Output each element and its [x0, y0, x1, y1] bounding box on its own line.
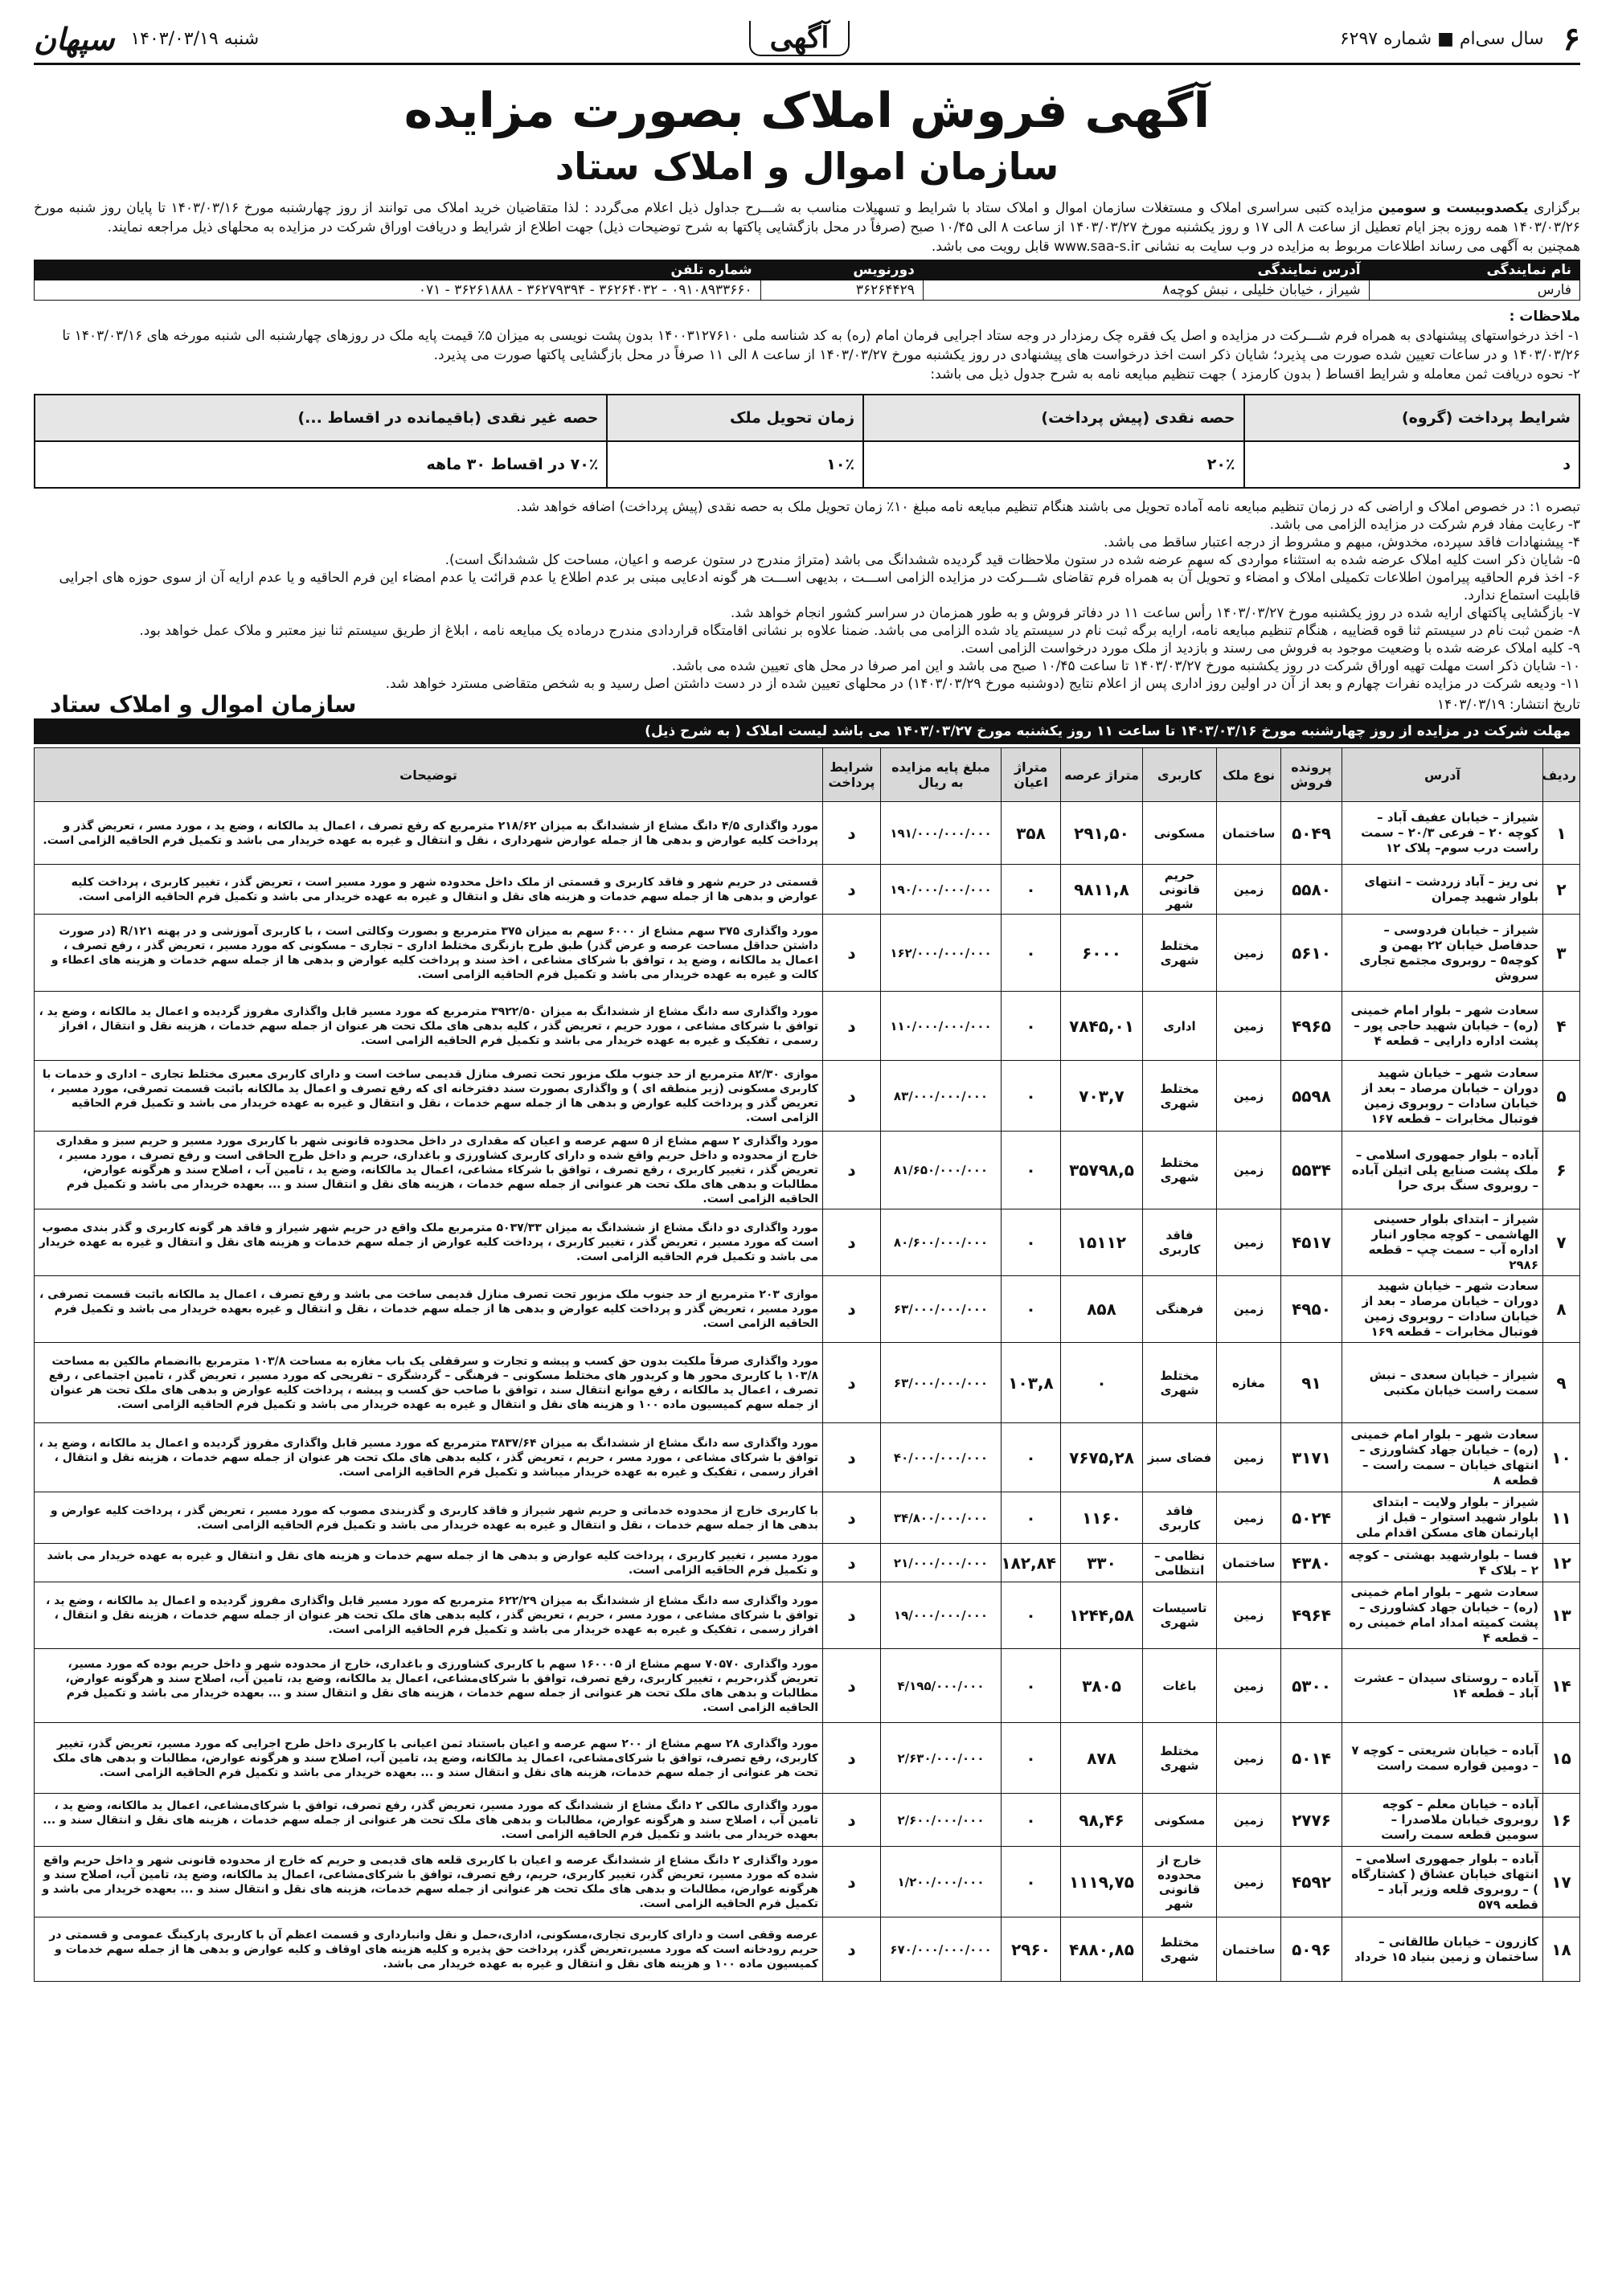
table-row	[35, 1209, 1580, 1276]
base-price: ۱۶۲/۰۰۰/۰۰۰/۰۰۰	[881, 915, 1002, 992]
property-type: ساختمان	[1217, 1917, 1281, 1982]
row-number: ۱۱	[1543, 1492, 1580, 1544]
land-area: ۷۰۳,۷	[1061, 1061, 1143, 1132]
land-use: فاقد کاربری	[1143, 1492, 1217, 1544]
file-number: ۴۵۱۷	[1281, 1209, 1342, 1276]
description: موازی ۲۰۳ مترمربع از حد جنوب ملک مزبور تحت تصرف منازل قدیمی ساخت می باشد و رفع تصرف ، اعمال ید مالکانه باثبت قسمت تصرفی ، مورد مسیر ، تعریض گذر و پرداخت کلیه عوارض و بدهی ها از جمله سهم خدمات ، نقل و انتقال و غیره بعهده خریدار می باشد و تکمیل فرم الحاقیه الزامی است.	[35, 1276, 823, 1343]
section-title: سازمان اموال و املاک ستاد	[50, 691, 357, 718]
term-item: ۶- اخذ فرم الحاقیه پیرامون اطلاعات تکمیلی املاک و امضاء و تحویل آن به همراه فرم تقاضای شـــرکت در مزایده الزامی اســـت ، بدیهی اســـت هر گونه ادعایی مبنی بر عدم اطلاع یا عدم قرائت یا عدم امضاء این فرم الحاقیه و یا عدم ارایه آن از سوی حوزه های اجرایی قابلیت استماع ندارد.	[59, 570, 1580, 604]
col-header: شرایط پرداخت	[823, 748, 881, 802]
description: مورد واگذاری ۳۷۵ سهم مشاع از ۶۰۰۰ سهم به میزان ۳۷۵ مترمربع و بصورت وکالتی است ، با کاربری آموزشی و در پهنه ۱۲۱/R (در صورت داشتن حداقل مساحت عرصه و عرض گذر) طبق طرح بازنگری مختلط اداری – تجاری – مسکونی که مورد مسیر ، تعریض گذر ، رفع تصرف ، اعمال ید مالکانه ، وضع ید ، توافق با شرکای مشاعی ، اخذ سند و پرداخت کلیه عوارض و بدهی ها از جمله سهم خدمات و هزینه های اعطاء و کالت و غیره به عهده خریدار می باشد و تکمیل فرم الحاقیه الزامی است.	[35, 915, 823, 992]
payment-cell: ۲۰٪	[863, 441, 1243, 488]
col-header: نوع ملک	[1217, 748, 1281, 802]
term-item: ۱۰- شایان ذکر است مهلت تهیه اوراق شرکت در روز یکشنبه مورخ ۱۴۰۳/۰۳/۲۷ تا ساعت ۱۰/۴۵ صبح می باشد و این امر صرفا در محل های تعیین شده می باشد.	[671, 658, 1580, 674]
land-area: ۳۵۷۹۸,۵	[1061, 1132, 1143, 1209]
base-price: ۱۱۰/۰۰۰/۰۰۰/۰۰۰	[881, 992, 1002, 1061]
file-number: ۳۱۷۱	[1281, 1423, 1342, 1492]
col-header: مبلغ پایه مزایده به ریال	[881, 748, 1002, 802]
table-row	[35, 1847, 1580, 1917]
publish-row	[34, 691, 1580, 718]
file-number: ۵۵۹۸	[1281, 1061, 1342, 1132]
intro-text	[34, 198, 1580, 256]
address: شیراز – ابتدای بلوار حسینی الهاشمی – کوچه مجاور انبار اداره آب – سمت چپ – قطعه ۲۹۸۶	[1342, 1209, 1543, 1276]
notes-heading: ملاحظات :	[1509, 309, 1580, 325]
base-price: ۸۱/۶۵۰/۰۰۰/۰۰۰	[881, 1132, 1002, 1209]
description: مورد واگذاری سه دانگ مشاع از ششدانگ به میزان ۳۹۲۲/۵۰ مترمربع که مورد مسیر قابل واگذاری مفروز گردیده و اعمال ید مالکانه ، وضع ید ، توافق با شرکای مشاعی ، مورد حریم ، تعریض گذر ، کلیه بدهی های ملک تحت هر عنوان از جمله سهم خدمات ، هزینه نقل و انتقال ، افراز رسمی ، تفکیک و غیره به عهده خریدار می باشد و تکمیل فرم الحاقیه الزامی است.	[35, 992, 823, 1061]
intro-post: مزایده کتبی سراسری املاک و مستغلات سازمان اموال و املاک ستاد با شرایط و تسهیلات مناسب به شـــرح جداول ذیل اعلام می‌گردد : لذا متقاضیان خرید املاک می توانند از روز چهارشنبه مورخ ۱۴۰۳/۰۳/۱۶ تا پایان روز شنبه مورخ ۱۴۰۳/۰۳/۲۶ همه روزه بجز ایام تعطیل از ساعت ۸ الی ۱۷ و روز یکشنبه مورخ ۱۴۰۳/۰۳/۲۷ از ساعت ۸ الی ۱۰/۴۵ صبح (صرفاً در محل بازگشایی پاکتها به شرح توضیحات ذیل) جهت اطلاع از شرایط و دریافت اوراق شرکت در مزایده به محلهای ذیل مراجعه نمایند.	[34, 200, 1580, 235]
col-header: متراژ عرصه	[1061, 748, 1143, 802]
term-item: ۱۱- ودیعه شرکت در مزایده نفرات چهارم و بعد از آن در اولین روز اداری پس از اعلام نتایج (دوشنبه مورخ ۱۴۰۳/۰۳/۲۹) در محلهای تعیین شده از در دست داشتن اصل رسید و به شخص متقاضی مسترد خواهد شد.	[385, 676, 1580, 692]
row-number: ۴	[1543, 992, 1580, 1061]
address: سعادت شهر – بلوار امام خمینی (ره) – خیابان جهاد کشاورزی – پشت کمیته امداد امام خمینی ره – قطعه ۴	[1342, 1582, 1543, 1649]
payment-table	[34, 394, 1580, 489]
row-number: ۱۶	[1543, 1794, 1580, 1847]
table-row	[35, 1917, 1580, 1982]
description: مورد واگذاری ۴/۵ دانگ مشاع از ششدانگ به میزان ۲۱۸/۶۲ مترمربع که رفع تصرف ، اعمال ید مالکانه ، وضع ید ، مورد مسر ، تعریض گذر و پرداخت کلیه عوارض و بدهی ها از جمله عوارض شهرداری ، نقل و انتقال و غیره به عهده خریدار می باشد و تکمیل فرم الحاقیه الزامی است.	[35, 802, 823, 865]
building-area: ۲۹۶۰	[1002, 1917, 1061, 1982]
property-type: زمین	[1217, 1061, 1281, 1132]
table-row	[35, 1582, 1580, 1649]
table-row	[35, 1276, 1580, 1343]
file-number: ۵۳۰۰	[1281, 1649, 1342, 1723]
land-use: فضای سبز	[1143, 1423, 1217, 1492]
file-number: ۴۹۵۰	[1281, 1276, 1342, 1343]
file-number: ۲۷۷۶	[1281, 1794, 1342, 1847]
address: آباده – بلوار جمهوری اسلامی – انتهای خیابان عشاق ( کشتارگاه ) – روبروی قلعه وزیر آباد – قطعه ۵۷۹	[1342, 1847, 1543, 1917]
address: سعادت شهر – بلوار امام خمینی (ره) – خیابان جهاد کشاورزی – انتهای خیابان – سمت راست – قطعه ۸	[1342, 1423, 1543, 1492]
address: آباده – بلوار جمهوری اسلامی – ملک پشت صنایع پلی اتیلن آباده – روبروی سنگ بری حرا	[1342, 1132, 1543, 1209]
property-type: زمین	[1217, 1132, 1281, 1209]
land-area: ۹۸,۴۶	[1061, 1794, 1143, 1847]
payment-terms: د	[823, 1917, 881, 1982]
notes	[34, 307, 1580, 384]
land-area: ۲۹۱,۵۰	[1061, 802, 1143, 865]
file-number: ۵۰۲۴	[1281, 1492, 1342, 1544]
land-area: ۱۱۱۹,۷۵	[1061, 1847, 1143, 1917]
contact-header-row	[35, 260, 1580, 280]
payment-terms: د	[823, 802, 881, 865]
address: سعادت شهر – خیابان شهید دوران – خیابان مرصاد – بعد از خیابان سادات – روبروی زمین فوتبال مخابرات – قطعه ۱۶۷	[1342, 1061, 1543, 1132]
term-item: تبصره ۱: در خصوص املاک و اراضی که در زمان تنظیم مبایعه نامه آماده تحویل می باشند هنگام تنظیم مبایعه نامه مبلغ ۱۰٪ زمان تحویل ملک به حصه نقدی (پیش پرداخت) اضافه خواهد شد.	[516, 499, 1580, 515]
col-header: کاربری	[1143, 748, 1217, 802]
payment-terms: د	[823, 1794, 881, 1847]
base-price: ۱۹/۰۰۰/۰۰۰/۰۰۰	[881, 1582, 1002, 1649]
land-area: ۸۷۸	[1061, 1723, 1143, 1794]
contact-cell: شیراز ، خیابان خلیلی ، نبش کوچه۸	[923, 280, 1369, 301]
file-number: ۵۰۱۴	[1281, 1723, 1342, 1794]
land-use: تاسیسات شهری	[1143, 1582, 1217, 1649]
address: نی ریز – آباد زردشت – انتهای بلوار شهید چمران	[1342, 865, 1543, 915]
building-area: ۰	[1002, 1061, 1061, 1132]
table-row	[35, 802, 1580, 865]
land-area: ۳۸۰۵	[1061, 1649, 1143, 1723]
base-price: ۸۳/۰۰۰/۰۰۰/۰۰۰	[881, 1061, 1002, 1132]
intro-pre: برگزاری	[1528, 200, 1580, 216]
newspaper-logo: سپهان	[34, 20, 115, 57]
payment-header: حصه غیر نقدی (باقیمانده در اقساط ...)	[35, 395, 607, 441]
payment-terms: د	[823, 1847, 881, 1917]
payment-terms: د	[823, 1209, 881, 1276]
ad-subtitle: سازمان اموال و املاک ستاد	[555, 145, 1059, 188]
base-price: ۱/۲۰۰/۰۰۰/۰۰۰	[881, 1847, 1002, 1917]
term-item: ۷- بازگشایی پاکتهای ارایه شده در روز یکشنبه مورخ ۱۴۰۳/۰۳/۲۷ رأس ساعت ۱۱ در دفاتر فروش و به طور همزمان در سراسر کشور انجام خواهد شد.	[730, 605, 1580, 621]
property-type: زمین	[1217, 1794, 1281, 1847]
payment-cell: د	[1244, 441, 1579, 488]
contact-header: دورنویس	[760, 260, 923, 280]
contact-header: شماره تلفن	[35, 260, 761, 280]
base-price: ۳۴/۸۰۰/۰۰۰/۰۰۰	[881, 1492, 1002, 1544]
description: با کاربری خارج از محدوده خدماتی و حریم شهر شیراز و فاقد کاربری و گذربندی مصوب که مورد مسیر ، تعریض گذر ، پرداخت کلیه عوارض و بدهی ها از جمله سهم خدمات ، نقل و انتقال و غیره به عهده خریدار می باشد و تکمیل فرم الحاقیه الزامی است.	[35, 1492, 823, 1544]
publish-date: تاریخ انتشار: ۱۴۰۳/۰۳/۱۹	[1436, 697, 1580, 713]
term-item: ۹- کلیه املاک عرضه شده با وضعیت موجود به فروش می رسند و بازدید از ملک مورد درخواست الزامی است.	[961, 641, 1580, 657]
property-table	[34, 747, 1580, 1982]
land-area: ۰	[1061, 1343, 1143, 1423]
terms-list	[34, 498, 1580, 718]
property-type: زمین	[1217, 1423, 1281, 1492]
land-area: ۷۸۴۵,۰۱	[1061, 992, 1143, 1061]
description: مورد واگذاری سه دانگ مشاع از ششدانگ به میزان ۶۲۲/۲۹ مترمربع که مورد مسیر قابل واگذاری مفروز گردیده و اعمال ید مالکانه ، وضع ید ، توافق با شرکای مشاعی ، مورد مسر ، حریم ، تعریض گذر ، کلیه بدهی های ملک تحت هر عنوان از جمله سهم خدمات ، هزینه نقل و انتقال ، افراز رسمی ، تفکیک و غیره به عهده خریدار می باشد و تکمیل فرم الحاقیه الزامی است.	[35, 1582, 823, 1649]
contact-table	[34, 260, 1580, 301]
property-type: زمین	[1217, 1209, 1281, 1276]
payment-terms: د	[823, 1423, 881, 1492]
base-price: ۶۳/۰۰۰/۰۰۰/۰۰۰	[881, 1276, 1002, 1343]
base-price: ۲/۶۳۰/۰۰۰/۰۰۰	[881, 1723, 1002, 1794]
building-area: ۱۸۲,۸۴	[1002, 1544, 1061, 1582]
address: آباده – خیابان شریعتی – کوچه ۷ – دومین قواره سمت راست	[1342, 1723, 1543, 1794]
term-item: ۸- ضمن ثبت نام در سیستم ثنا قوه قضاییه ، هنگام تنظیم مبایعه نامه، ارایه برگه ثبت نام در سیستم یاد شده الزامی می باشد. ضمنا علاوه بر نشانی اقامتگاه قراردادی مندرج درماده یک مبایعه نامه ، ابلاغ از طریق سیستم ثنا نیز معتبر و ملاک عمل خواهد بود.	[139, 623, 1580, 639]
land-use: فاقد کاربری	[1143, 1209, 1217, 1276]
issue-info: سال سی‌ام ■ شماره ۶۲۹۷	[1339, 28, 1544, 49]
address: سعادت شهر – خیابان شهید دوران – خیابان مرصاد – بعد از خیابان سادات – روبروی زمین فوتبال مخابرات – قطعه ۱۶۹	[1342, 1276, 1543, 1343]
land-use: خارج از محدوده قانونی شهر	[1143, 1847, 1217, 1917]
page-number: ۶	[1563, 19, 1580, 58]
term-item: ۵- شایان ذکر است کلیه املاک عرضه شده به استثناء مواردی که سهم عرضه شده در ستون ملاحظات قید گردیده ششدانگ می باشد (متراژ مندرج در ستون عرصه و اعیان، مساحت کل ششدانگ است).	[444, 552, 1580, 568]
land-area: ۱۵۱۱۲	[1061, 1209, 1143, 1276]
land-use: مسکونی	[1143, 1794, 1217, 1847]
row-number: ۵	[1543, 1061, 1580, 1132]
description: مورد واگذاری سه دانگ مشاع از ششدانگ به میزان ۳۸۳۷/۶۴ مترمربع که مورد مسیر قابل واگذاری مفروز گردیده و اعمال ید مالکانه ، وضع ید ، توافق با شرکای مشاعی ، مورد مسر ، حریم ، تعریض گذر ، کلیه بدهی های ملک تحت هر عنوان از جمله سهم خدمات ، هزینه نقل و انتقال ، افراز رسمی ، تفکیک و غیره به عهده خریدار میباشد و تکمیل فرم الحاقیه الزامی است.	[35, 1423, 823, 1492]
contact-cell: فارس	[1369, 280, 1579, 301]
row-number: ۶	[1543, 1132, 1580, 1209]
note-item: ۲- نحوه دریافت ثمن معامله و شرایط اقساط ( بدون کارمزد ) جهت تنظیم مبایعه نامه به شرح جدول ذیل می باشد:	[930, 366, 1580, 383]
property-type: زمین	[1217, 865, 1281, 915]
contact-header: آدرس نمایندگی	[923, 260, 1369, 280]
table-row	[35, 1423, 1580, 1492]
payment-row	[35, 441, 1579, 488]
col-header: ردیف	[1543, 748, 1580, 802]
address: شیراز – خیابان سعدی – نبش سمت راست خیابان مکتبی	[1342, 1343, 1543, 1423]
address: کازرون – خیابان طالقانی – ساختمان و زمین بنیاد ۱۵ خرداد	[1342, 1917, 1543, 1982]
property-type: زمین	[1217, 1276, 1281, 1343]
property-type: زمین	[1217, 1582, 1281, 1649]
building-area: ۰	[1002, 1276, 1061, 1343]
land-use: مختلط شهری	[1143, 1343, 1217, 1423]
description: مورد مسیر ، تغییر کاربری ، پرداخت کلیه عوارض و بدهی ها از جمله سهم خدمات و هزینه های نقل و انتقال و غیره به عهده خریدار می باشد و تکمیل فرم الحاقیه الزامی است.	[35, 1544, 823, 1582]
land-use: باغات	[1143, 1649, 1217, 1723]
payment-terms: د	[823, 1649, 881, 1723]
description: مورد واگذاری صرفاً ملکیت بدون حق کسب و پیشه و تجارت و سرقفلی یک باب مغازه به مساحت ۱۰۳/۸ مترمربع باانضمام مالکین به مساحت ۱۰۳/۸ با کاربری محور ها و کریدور های مختلط مسکونی – فرهنگی – گردشگری – تفریحی که مورد مسیر ، تعریض گذر ، تامین اجتماعی ، رفع تصرف ، اعمال ید مالکانه ، رفع موانع انتقال سند ، توافق با صاحب حق کسب و پیشه ، پرداخت کلیه عوارض و بدهی های ملک تحت هر عنوان از جمله سهم کمیسیون ماده ۱۰۰ و هزینه های نقل و انتقال و غیره به عهده خریدار می باشد و تکمیل فرم الحاقیه الزامی است.	[35, 1343, 823, 1423]
payment-header: زمان تحویل ملک	[607, 395, 863, 441]
payment-terms: د	[823, 1492, 881, 1544]
table-row	[35, 1132, 1580, 1209]
property-type: زمین	[1217, 1649, 1281, 1723]
term-item: ۳- رعایت مفاد فرم شرکت در مزایده الزامی می باشد.	[1269, 517, 1580, 533]
land-area: ۱۱۶۰	[1061, 1492, 1143, 1544]
col-header: آدرس	[1342, 748, 1543, 802]
row-number: ۲	[1543, 865, 1580, 915]
row-number: ۸	[1543, 1276, 1580, 1343]
row-number: ۱۸	[1543, 1917, 1580, 1982]
property-type: ساختمان	[1217, 802, 1281, 865]
building-area: ۰	[1002, 865, 1061, 915]
description: مورد واگذاری مالکی ۲ دانگ مشاع از ششدانگ که مورد مسیر، تعریض گذر، رفع تصرف، توافق با شرکای‌مشاعی، اعمال ید مالکانه، وضع ید ، تامین آب ، اصلاح سند و هرگونه عوارض، مطالبات و بدهی های ملک تحت هر عنوانی از جمله سهم خدمات ، هزینه های نقل و انتقال سند و ... بعهده خریدار می باشد و تکمیل فرم الحاقیه الزامی است.	[35, 1794, 823, 1847]
description: مورد واگذاری ۲۸ سهم مشاع از ۲۰۰ سهم عرصه و اعیان باستناد ثمن اعیانی با کاربری داخل طرح اجرایی که مورد مسیر، تعریض گذر، تغییر کاربری، رفع تصرف، توافق با شرکای‌مشاعی، اعمال ید مالکانه، وضع ید، تامین آب، اصلاح سند و هرگونه عوارض، مطالبات و بدهی های ملک تحت هر عنوانی از جمله سهم خدمات، هزینه های نقل و انتقال سند و ... بعهده خریدار می باشد و تکمیل فرم الحاقیه الزامی است.	[35, 1723, 823, 1794]
building-area: ۰	[1002, 915, 1061, 992]
row-number: ۳	[1543, 915, 1580, 992]
contact-row	[35, 280, 1580, 301]
table-row	[35, 865, 1580, 915]
payment-terms: د	[823, 915, 881, 992]
payment-terms: د	[823, 1544, 881, 1582]
land-use: حریم قانونی شهر	[1143, 865, 1217, 915]
payment-header: شرایط پرداخت (گروه)	[1244, 395, 1579, 441]
table-row	[35, 1649, 1580, 1723]
address: آباده – روستای سیدان – عشرت آباد – قطعه ۱۴	[1342, 1649, 1543, 1723]
term-item: ۴- پیشنهادات فاقد سپرده، مخدوش، مبهم و مشروط از درجه اعتبار ساقط می باشد.	[1104, 534, 1580, 550]
land-area: ۶۰۰۰	[1061, 915, 1143, 992]
building-area: ۰	[1002, 1582, 1061, 1649]
base-price: ۴/۱۹۵/۰۰۰/۰۰۰	[881, 1649, 1002, 1723]
payment-terms: د	[823, 1723, 881, 1794]
ad-title: آگهی فروش املاک بصورت مزایده	[404, 83, 1210, 139]
address: شیراز – خیابان عفیف آباد – کوچه ۲۰ – فرعی ۲۰/۳ – سمت راست درب سوم– پلاک ۱۲	[1342, 802, 1543, 865]
row-number: ۱۴	[1543, 1649, 1580, 1723]
payment-terms: د	[823, 1276, 881, 1343]
base-price: ۱۹۱/۰۰۰/۰۰۰/۰۰۰	[881, 802, 1002, 865]
row-number: ۷	[1543, 1209, 1580, 1276]
land-area: ۹۸۱۱,۸	[1061, 865, 1143, 915]
payment-header: حصه نقدی (پیش پرداخت)	[863, 395, 1243, 441]
file-number: ۹۱	[1281, 1343, 1342, 1423]
payment-terms: د	[823, 1343, 881, 1423]
building-area: ۰	[1002, 992, 1061, 1061]
description: مورد واگذاری دو دانگ مشاع از ششدانگ به میزان ۵۰۳۷/۳۳ مترمربع ملک واقع در حریم شهر شیراز و فاقد هر گونه کاربری و گذر بندی مصوب است که مورد مسیر ، تعریض گذر ، تغییر کاربری ، پرداخت کلیه عوارض از جمله سهم خدمات و هزینه های نقل و انتقال و غیره به عهده خریدار می باشد و تکمیل فرم الحاقیه الزامی است.	[35, 1209, 823, 1276]
land-use: مختلط شهری	[1143, 1061, 1217, 1132]
payment-terms: د	[823, 1582, 881, 1649]
address: فسا – بلوارشهید بهشتی – کوچه ۲ – بلاک ۴	[1342, 1544, 1543, 1582]
contact-cell: ۰۹۱۰۸۹۳۳۶۶۰ - ۳۶۲۶۴۰۳۲ - ۳۶۲۷۹۳۹۴ - ۳۶۲۶۱۸۸۸ - ۰۷۱	[35, 280, 761, 301]
address: شیراز – خیابان فردوسی – حدفاصل خیابان ۲۲ بهمن و کوچه۵ – روبروی مجتمع تجاری سروش	[1342, 915, 1543, 992]
row-number: ۱	[1543, 802, 1580, 865]
property-type: مغازه	[1217, 1343, 1281, 1423]
building-area: ۰	[1002, 1209, 1061, 1276]
col-header: متراژ اعیان	[1002, 748, 1061, 802]
property-header-row	[35, 748, 1580, 802]
base-price: ۱۹۰/۰۰۰/۰۰۰/۰۰۰	[881, 865, 1002, 915]
property-type: زمین	[1217, 1492, 1281, 1544]
building-area: ۳۵۸	[1002, 802, 1061, 865]
building-area: ۰	[1002, 1794, 1061, 1847]
building-area: ۰	[1002, 1723, 1061, 1794]
property-type: زمین	[1217, 1847, 1281, 1917]
payment-terms: د	[823, 992, 881, 1061]
row-number: ۱۳	[1543, 1582, 1580, 1649]
contact-header: نام نمایندگی	[1369, 260, 1579, 280]
file-number: ۴۵۹۲	[1281, 1847, 1342, 1917]
row-number: ۹	[1543, 1343, 1580, 1423]
intro-bold: یکصدوبیست و سومین	[1378, 200, 1529, 216]
description: عرصه وقفی است و دارای کاربری تجاری،مسکونی، اداری،حمل و نقل وانبارداری و قسمت اعظم آن با کاربری پارکینگ عمومی و قسمتی در حریم رودخانه است که مورد مسیر،تعریض گذر، پرداخت حق پذیره و کلیه هزینه های اوقاف و کلیه عوارض و بدهی ها از جمله سهم خدمات و کمیسیون ماده ۱۰۰ و هزینه های نقل و انتقال و غیره به عهده خریدار می باشد.	[35, 1917, 823, 1982]
row-number: ۱۷	[1543, 1847, 1580, 1917]
file-number: ۴۹۶۴	[1281, 1582, 1342, 1649]
land-use: مسکونی	[1143, 802, 1217, 865]
payment-header-row	[35, 395, 1579, 441]
land-use: نظامی – انتظامی	[1143, 1544, 1217, 1582]
table-row	[35, 915, 1580, 992]
building-area: ۰	[1002, 1649, 1061, 1723]
file-number: ۴۳۸۰	[1281, 1544, 1342, 1582]
building-area: ۰	[1002, 1423, 1061, 1492]
file-number: ۵۵۳۴	[1281, 1132, 1342, 1209]
table-row	[35, 1794, 1580, 1847]
table-row	[35, 1544, 1580, 1582]
row-number: ۱۲	[1543, 1544, 1580, 1582]
land-use: مختلط شهری	[1143, 915, 1217, 992]
base-price: ۶۳/۰۰۰/۰۰۰/۰۰۰	[881, 1343, 1002, 1423]
col-header: پرونده فروش	[1281, 748, 1342, 802]
file-number: ۵۰۴۹	[1281, 802, 1342, 865]
table-row	[35, 1061, 1580, 1132]
col-header: توضیحات	[35, 748, 823, 802]
land-area: ۴۸۸۰,۸۵	[1061, 1917, 1143, 1982]
deadline-banner: مهلت شرکت در مزایده از روز چهارشنبه مورخ ۱۴۰۳/۰۳/۱۶ تا ساعت ۱۱ روز یکشنبه مورخ ۱۴۰۳/۰۳/۲۷ می باشد لیست املاک ( به شرح ذیل)	[34, 718, 1580, 744]
base-price: ۶۷۰/۰۰۰/۰۰۰/۰۰۰	[881, 1917, 1002, 1982]
address: آباده – خیابان معلم – کوچه روبروی خیابان ملاصدرا – سومین قطعه سمت راست	[1342, 1794, 1543, 1847]
land-area: ۷۶۷۵,۲۸	[1061, 1423, 1143, 1492]
building-area: ۰	[1002, 1847, 1061, 1917]
intro-website: همچنین به آگهی می رساند اطلاعات مربوط به مزایده در وب سایت به نشانی www.saa-s.ir قابل رویت می باشد.	[931, 239, 1580, 255]
description: قسمتی در حریم شهر و فاقد کاربری و قسمتی از ملک داخل محدوده شهر و مورد مسیر است ، تعریض گذر ، تغییر کاربری ، پرداخت کلیه عوارض و بدهی ها از جمله سهم خدمات و هزینه های نقل و انتقال و غیره به عهده خریدار می باشد و تکمیل فرم الحاقیه الزامی است.	[35, 865, 823, 915]
base-price: ۸۰/۶۰۰/۰۰۰/۰۰۰	[881, 1209, 1002, 1276]
note-item: ۱- اخذ درخواستهای پیشنهادی به همراه فرم شـــرکت در مزایده و اصل یک فقره چک رمزدار در وجه ستاد اجرایی فرمان امام (ره) به کد شناسه ملی ۱۴۰۰۳۱۲۷۶۱۰ بدون پشت نویسی به میزان ۵٪ قیمت پایه ملک در روزهای چهارشنبه الی شنبه مورخه های ۱۴۰۳/۰۳/۱۶ تا ۱۴۰۳/۰۳/۲۶ و در ساعات تعیین شده صورت می پذیرد؛ شایان ذکر است اخذ درخواست های پیشنهادی در روز یکشنبه مورخ ۱۴۰۳/۰۳/۲۷ از ساعت ۸ الی ۱۱ صرفاً در محل بازگشایی پاکتها صورت می پذیرد.	[62, 328, 1580, 363]
property-type: زمین	[1217, 915, 1281, 992]
description: مورد واگذاری ۲ دانگ مشاع از ششدانگ عرصه و اعیان با کاربری قلعه های قدیمی و حریم که خارج از محدوده قانونی شهر و داخل حریم واقع شده که مورد مسیر، تعریض گذر، تغییر کاربری، حریم، رفع تصرف، توافق با شرکای‌مشاعی، اعمال ید مالکانه، وضع ید، تامین آب، اصلاح سند و هرگونه عوارض، مطالبات و بدهی های ملک تحت هر عنوانی از جمله سهم خدمات، هزینه های نقل و انتقال سند و ... بعهده خریدار می باشد و تکمیل فرم الحاقیه الزامی است.	[35, 1847, 823, 1917]
building-area: ۱۰۳,۸	[1002, 1343, 1061, 1423]
description: موازی ۸۲/۳۰ مترمربع از حد جنوب ملک مزبور تحت تصرف منازل قدیمی ساخت است و دارای کاربری معبری مختلط تجاری – اداری و خدمات با کاربری مسکونی (زیر منطقه ای ) و واگذاری بصورت سند دفترخانه ای که رفع تصرف و اعمال ید مالکانه باثبت قسمت تصرفی، مورد مسیر ، تعریض گذر و پرداخت کلیه عوارض و بدهی ها از جمله سهم خدمات ، نقل و انتقال و غیره به عهده خریدار می باشد و تکمیل فرم الحاقیه الزامی است.	[35, 1061, 823, 1132]
masthead-left	[34, 21, 259, 57]
land-area: ۸۵۸	[1061, 1276, 1143, 1343]
payment-cell: ۷۰٪ در اقساط ۳۰ ماهه	[35, 441, 607, 488]
base-price: ۲/۶۰۰/۰۰۰/۰۰۰	[881, 1794, 1002, 1847]
payment-cell: ۱۰٪	[607, 441, 863, 488]
table-row	[35, 1343, 1580, 1423]
newspaper-page	[34, 18, 1580, 2260]
land-use: اداری	[1143, 992, 1217, 1061]
property-type: زمین	[1217, 1723, 1281, 1794]
land-use: مختلط شهری	[1143, 1917, 1217, 1982]
table-row	[35, 992, 1580, 1061]
payment-terms: د	[823, 1132, 881, 1209]
address: شیراز – بلوار ولایت – ابتدای بلوار شهید استوار – قبل از اپارتمان های مسکن اقدام ملی	[1342, 1492, 1543, 1544]
table-row	[35, 1723, 1580, 1794]
property-type: ساختمان	[1217, 1544, 1281, 1582]
description: مورد واگذاری ۲ سهم مشاع از ۵ سهم عرصه و اعیان که مقداری در داخل محدوده قانونی شهر با کاربری مورد مسیر و حریم سبز و مقداری خارج از محدوده و داخل حریم واقع شده و دارای کاربری کشاورزی و باغداری، حریم و داخل طرح الحاقی است و رفع تصرف ، مورد مسیر ، تعریض گذر ، تغییر کاربری ، رفع تصرف ، توافق با شرکاء مشاعی، اعمال ید مالکانه، وضع ید ، تامین آب ، اصلاح سند و هرگونه عوارض، مطالبات و بدهی های ملک تحت هر عنوانی از جمله سهم خدمات ، هزینه های نقل و انتقال سند و ... بعهده خریدار می باشد و تکمیل فرم الحاقیه الزامی است.	[35, 1132, 823, 1209]
address: سعادت شهر – بلوار امام خمینی (ره) – خیابان شهید حاجی پور – پشت اداره دارایی – قطعه ۴	[1342, 992, 1543, 1061]
building-area: ۰	[1002, 1492, 1061, 1544]
row-number: ۱۵	[1543, 1723, 1580, 1794]
base-price: ۲۱/۰۰۰/۰۰۰/۰۰۰	[881, 1544, 1002, 1582]
property-type: زمین	[1217, 992, 1281, 1061]
land-area: ۳۳۰	[1061, 1544, 1143, 1582]
land-use: مختلط شهری	[1143, 1132, 1217, 1209]
payment-terms: د	[823, 1061, 881, 1132]
land-area: ۱۲۴۴,۵۸	[1061, 1582, 1143, 1649]
file-number: ۵۰۹۶	[1281, 1917, 1342, 1982]
base-price: ۴۰/۰۰۰/۰۰۰/۰۰۰	[881, 1423, 1002, 1492]
file-number: ۵۵۸۰	[1281, 865, 1342, 915]
land-use: مختلط شهری	[1143, 1723, 1217, 1794]
contact-cell: ۳۶۲۶۴۴۲۹	[760, 280, 923, 301]
table-row	[35, 1492, 1580, 1544]
land-use: فرهنگی	[1143, 1276, 1217, 1343]
file-number: ۵۶۱۰	[1281, 915, 1342, 992]
masthead	[34, 18, 1580, 65]
masthead-right	[1340, 20, 1580, 58]
building-area: ۰	[1002, 1132, 1061, 1209]
property-table-body	[35, 802, 1580, 1982]
issue-date: شنبه ۱۴۰۳/۰۳/۱۹	[130, 28, 260, 49]
section-label: آگهی	[749, 21, 850, 56]
row-number: ۱۰	[1543, 1423, 1580, 1492]
payment-terms: د	[823, 865, 881, 915]
file-number: ۴۹۶۵	[1281, 992, 1342, 1061]
description: مورد واگذاری ۷۰۵۷۰ سهم مشاع از ۱۶۰۰۰۵ سهم با کاربری کشاورزی و باغداری، خارج از محدوده شهر و داخل حریم بوده که مورد مسیر، تعریض گذر،حریم ، تغییر کاربری، رفع تصرف، توافق با شرکای‌مشاعی، اعمال ید مالکانه، وضع ید، تامین آب، اصلاح سند و هرگونه عوارض، مطالبات و بدهی های ملک تحت هر عنوانی از جمله سهم خدمات ، هزینه های نقل و انتقال سند و ... بعهده خریدار می باشد و تکمیل فرم الحاقیه الزامی است.	[35, 1649, 823, 1723]
